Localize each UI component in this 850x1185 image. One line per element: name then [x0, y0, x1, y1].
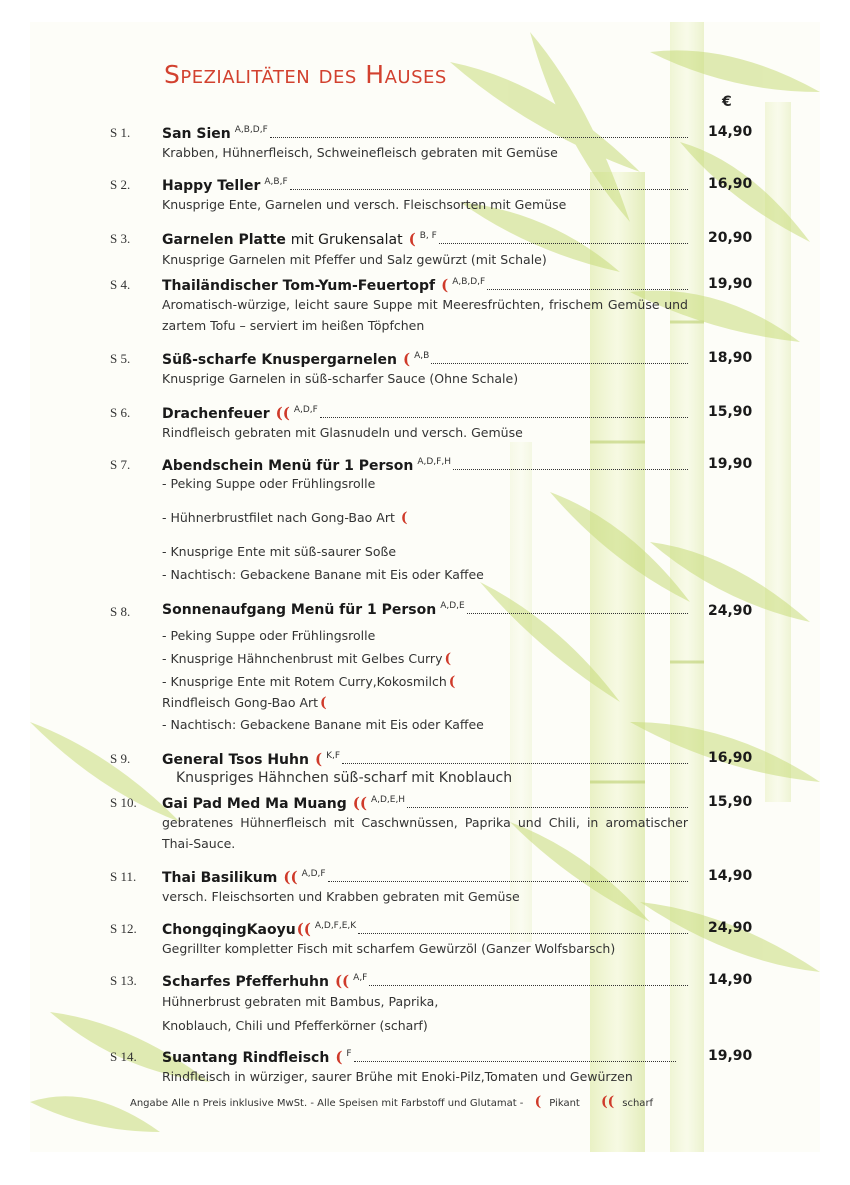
chili-pepper-icon: ( [444, 651, 452, 667]
allergen-codes: A,D,F,E,K [314, 921, 357, 931]
chili-pepper-icon: ( [408, 230, 416, 248]
menu-course-line: - Nachtisch: Gebackene Banane mit Eis oder Kaffee [162, 717, 484, 732]
allergen-codes: A,B,D,F [452, 277, 486, 287]
item-name: San Sien [162, 126, 231, 142]
page-title: Spezialitäten des Hauses [164, 60, 447, 89]
dot-leader [407, 807, 688, 808]
dot-leader [453, 469, 688, 470]
item-price: 14,90 [708, 972, 753, 988]
item-price: 15,90 [708, 794, 753, 810]
item-number: S 7. [110, 457, 131, 472]
item-description: versch. Fleischsorten und Krabben gebraten mit Gemüse [162, 889, 520, 904]
item-number: S 1. [110, 125, 131, 140]
item-description: Knusprige Garnelen in süß-scharfer Sauce (Ohne Schale) [162, 371, 519, 386]
allergen-codes: A,D,E,H [370, 795, 406, 805]
chili-pepper-icon: (( [352, 794, 367, 812]
item-price: 18,90 [708, 350, 753, 366]
item-name: ChongqingKaoyu [162, 922, 296, 938]
item-price: 14,90 [708, 124, 753, 140]
chili-pepper-icon: (( [334, 972, 350, 990]
item-number: S 11. [110, 869, 137, 884]
dot-leader [467, 613, 688, 614]
item-price: 15,90 [708, 404, 753, 420]
item-name: Sonnenaufgang Menü für 1 Person [162, 602, 437, 618]
allergen-codes: A,D,F,H [417, 457, 451, 467]
item-price: 20,90 [708, 230, 753, 246]
item-number: S 3. [110, 231, 131, 246]
chili-pepper-icon: ( [441, 276, 449, 294]
item-price: 19,90 [708, 456, 753, 472]
item-price: 24,90 [708, 603, 753, 619]
menu-course-line: - Peking Suppe oder Frühlingsrolle [162, 476, 376, 491]
allergen-codes: A,D,F [301, 869, 326, 879]
footer-note [130, 1094, 653, 1110]
dot-leader [270, 137, 688, 138]
allergen-codes: B, F [419, 231, 437, 241]
chili-pepper-icon: ( [400, 510, 408, 526]
allergen-codes: A,B,F [264, 177, 288, 187]
item-description: Hühnerbrust gebraten mit Bambus, Paprika, Knoblauch, Chili und Pfefferkörner (scharf) [162, 994, 439, 1033]
item-description: Knuspriges Hähnchen süß-scharf mit Knoblauch [176, 770, 513, 786]
allergen-codes: A,B [414, 351, 430, 361]
menu-course-line: Rindfleisch Gong-Bao Art ( [162, 695, 327, 711]
item-price: 24,90 [708, 920, 753, 936]
item-description: Gegrillter kompletter Fisch mit scharfem Gewürzöl (Ganzer Wolfsbarsch) [162, 941, 616, 956]
menu-course-line: - Knusprige Hähnchenbrust mit Gelbes Curry ( [162, 651, 452, 667]
allergen-codes: A,F [353, 973, 368, 983]
item-name: Drachenfeuer [162, 406, 270, 422]
allergen-codes: K,F [326, 751, 341, 761]
menu-course-line: - Nachtisch: Gebackene Banane mit Eis oder Kaffee [162, 567, 484, 582]
dot-leader [354, 1061, 676, 1062]
item-description: Rindfleisch gebraten mit Glasnudeln und versch. Gemüse [162, 425, 523, 440]
item-price: 16,90 [708, 176, 753, 192]
item-description: Knusprige Garnelen mit Pfeffer und Salz gewürzt (mit Schale) [162, 252, 547, 267]
dot-leader [431, 363, 688, 364]
item-name: Thai Basilikum [162, 870, 278, 886]
dot-leader [439, 243, 688, 244]
menu-course-line: - Knusprige Ente mit Rotem Curry,Kokosmilch ( [162, 674, 456, 690]
dot-leader [320, 417, 688, 418]
item-description: gebratenes Hühnerfleisch mit Caschwnüssen, Paprika und Chili, in aromatischer Thai-Sauce. [162, 815, 688, 851]
chili-pepper-icon: ( [320, 695, 327, 711]
dot-leader [342, 763, 688, 764]
chili-pepper-icon: (( [275, 404, 290, 422]
chili-pepper-icon: ( [314, 750, 323, 768]
menu-course-line: - Knusprige Ente mit süß-saurer Soße [162, 544, 397, 559]
item-description: Aromatisch-würzige, leicht saure Suppe mit Meeresfrüchten, frischem Gemüse und zartem Tofu – serviert im heißen Töpfchen [162, 297, 688, 333]
currency-symbol: € [722, 94, 732, 110]
chili-pepper-icon: (( [296, 920, 311, 938]
item-name: Süß-scharfe Knuspergarnelen [162, 352, 397, 368]
menu-page [30, 22, 820, 1152]
item-name: Gai Pad Med Ma Muang [162, 796, 347, 812]
item-price: 19,90 [708, 276, 753, 292]
dot-leader [487, 289, 688, 290]
item-name: Suantang Rindfleisch [162, 1050, 330, 1066]
item-description: Knusprige Ente, Garnelen und versch. Fleischsorten mit Gemüse [162, 197, 567, 212]
allergen-codes: A,D,E [440, 601, 465, 611]
double-chili-pepper-icon: (( [601, 1094, 615, 1110]
chili-pepper-icon: ( [335, 1048, 343, 1066]
allergen-codes: A,B,D,F [234, 125, 268, 135]
item-price: 19,90 [708, 1048, 753, 1064]
item-number: S 10. [110, 795, 137, 810]
item-name: General Tsos Huhn [162, 752, 309, 768]
item-name: Abendschein Menü für 1 Person [162, 458, 414, 474]
item-number: S 12. [110, 921, 137, 936]
item-number: S 4. [110, 277, 131, 292]
item-number: S 14. [110, 1049, 137, 1064]
allergen-codes: F [346, 1049, 352, 1059]
menu-course-line: - Peking Suppe oder Frühlingsrolle [162, 628, 376, 643]
item-number: S 5. [110, 351, 131, 366]
dot-leader [358, 933, 688, 934]
item-description: Krabben, Hühnerfleisch, Schweinefleisch gebraten mit Gemüse [162, 145, 558, 160]
item-name: Thailändischer Tom-Yum-Feuertopf [162, 278, 436, 294]
chili-pepper-icon: (( [283, 868, 298, 886]
item-price: 16,90 [708, 750, 753, 766]
chili-pepper-icon: ( [402, 350, 411, 368]
item-number: S 13. [110, 973, 137, 988]
menu-course-line: - Hühnerbrustfilet nach Gong-Bao Art ( [162, 510, 408, 526]
item-description: Rindfleisch in würziger, saurer Brühe mit Enoki-Pilz,Tomaten und Gewürzen [162, 1069, 633, 1084]
item-number: S 9. [110, 751, 131, 766]
dot-leader [328, 881, 688, 882]
item-name: Garnelen Platte mit Grukensalat [162, 232, 403, 248]
item-number: S 8. [110, 604, 131, 619]
item-number: S 6. [110, 405, 131, 420]
allergen-codes: A,D,F [293, 405, 318, 415]
dot-leader [369, 985, 688, 986]
dot-leader [290, 189, 688, 190]
legend-scharf-label: scharf [622, 1098, 654, 1109]
chili-pepper-icon: ( [534, 1094, 542, 1110]
item-name: Scharfes Pfefferhuhn [162, 974, 329, 990]
item-price: 14,90 [708, 868, 753, 884]
footer-text: Angabe Alle n Preis inklusive MwSt. - Alle Speisen mit Farbstoff und Glutamat - [130, 1098, 524, 1109]
item-number: S 2. [110, 177, 131, 192]
item-name: Happy Teller [162, 178, 261, 194]
legend-pikant-label: Pikant [549, 1098, 580, 1109]
chili-pepper-icon: ( [448, 674, 456, 690]
